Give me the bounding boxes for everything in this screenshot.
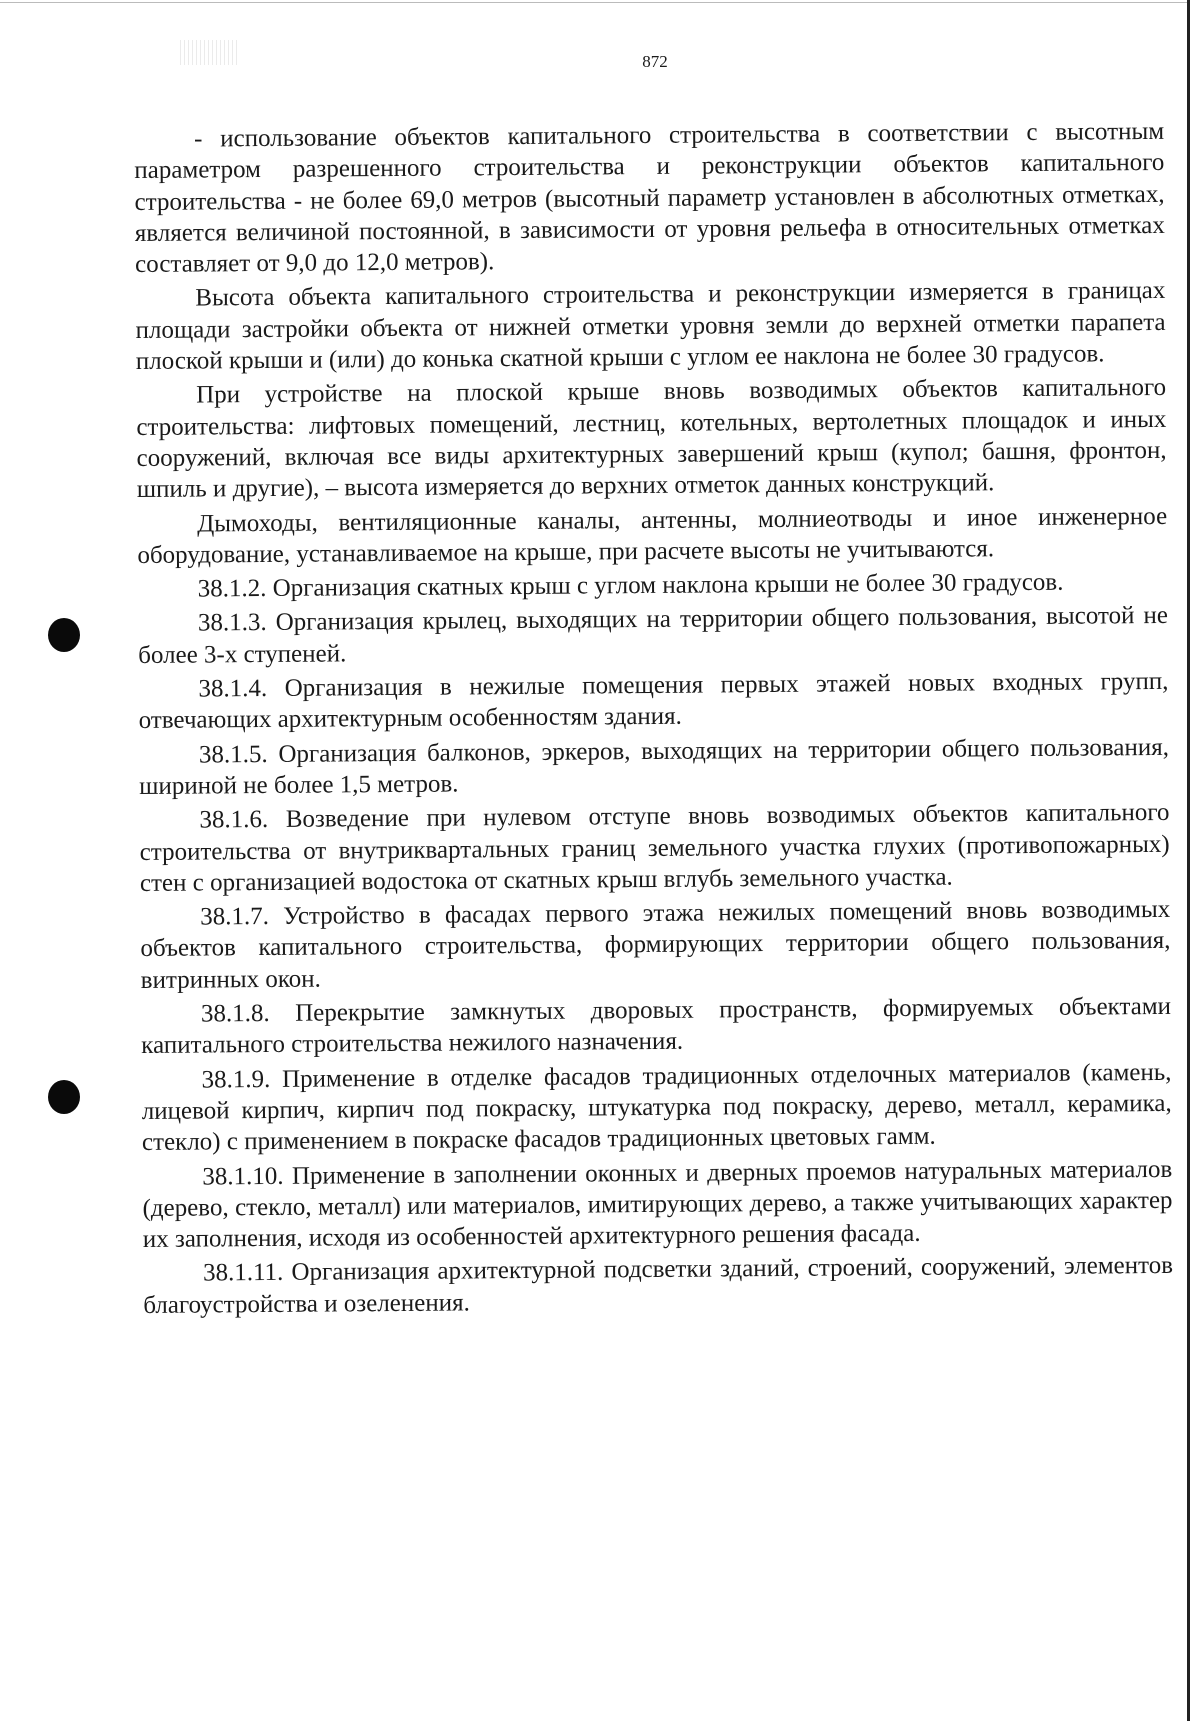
- paragraph-38-1-4: 38.1.4. Организация в нежилые помещения первых этажей новых входных групп, отвечающих архитектурным особенностям здания.: [138, 667, 1169, 735]
- paragraph-flat-roof-structures: При устройстве на плоской крыше вновь возводимых объектов капитального строительства: лифтовых помещений, лестниц, котельных, вертолетных площадок и иных сооружений, включая все виды архитектурных завершений крыш (купол; башня, фронтон, шпиль и другие), – высота измеряется до верхних отметок данных конструкций.: [136, 374, 1167, 504]
- paragraph-38-1-2: 38.1.2. Организация скатных крыш с углом наклона крыши не более 30 градусов.: [197, 568, 1064, 603]
- paragraph-height-measurement: Высота объекта капитального строительства и реконструкции измеряется в границах площади застройки объекта от нижней отметки уровня земли до верхней отметки парапета плоской крыши и (или) до конька скатной крыши с углом ее наклона не более 30 градусов.: [135, 277, 1166, 376]
- paragraph-38-1-5: 38.1.5. Организация балконов, эркеров, выходящих на территории общего пользования, шириной не более 1,5 метров.: [139, 733, 1170, 800]
- page-number: 872: [642, 52, 668, 71]
- paragraph-38-1-3: 38.1.3. Организация крылец, выходящих на территории общего пользования, высотой не более 3-х ступеней.: [138, 602, 1169, 669]
- document-body: [134, 116, 1173, 1324]
- punch-hole-top: [48, 618, 80, 652]
- paragraph-height-parameter: - использование объектов капитального строительства в соответствии с высотным параметром разрешенного строительства и реконструкции объектов капитального строительства - не более 69,0 метров (высотный параметр установлен в абсолютных отметках, является величиной постоянной, в зависимости от уровня рельефа в относительных отметках составляет от 9,0 до 12,0 метров).: [134, 117, 1165, 279]
- punch-hole-bottom: [48, 1080, 80, 1114]
- page-top-edge: [0, 2, 1190, 3]
- paragraph-roof-equipment: Дымоходы, вентиляционные каналы, антенны, молниеотводы и иное инженерное оборудование, устанавливаемое на крыше, при расчете высоты не учитываются.: [137, 502, 1168, 569]
- paragraph-38-1-8: 38.1.8. Перекрытие замкнутых дворовых пространств, формируемых объектами капитального строительства нежилого назначения.: [141, 992, 1172, 1060]
- paragraph-38-1-9: 38.1.9. Применение в отделке фасадов традиционных отделочных материалов (камень, лицевой кирпич, кирпич под покраску, штукатурка под покраску, дерево, металл, керамика, стекло) с применением в покраске фасадов традиционных цветовых гамм.: [141, 1058, 1172, 1157]
- paragraph-38-1-10: 38.1.10. Применение в заполнении оконных и дверных проемов натуральных материалов (дерево, стекло, металл) или материалов, имитирующих дерево, а также учитывающих характер их заполнения, исходя из особенностей архитектурного решения фасада.: [142, 1155, 1173, 1254]
- page-right-edge: [1187, 0, 1190, 1721]
- paragraph-38-1-11: 38.1.11. Организация архитектурной подсветки зданий, строений, сооружений, элементов благоустройства и озеленения.: [143, 1252, 1174, 1319]
- paragraph-38-1-6: 38.1.6. Возведение при нулевом отступе вновь возводимых объектов капитального строительства от внутриквартальных границ земельного участка глухих (противопожарных) стен с организацией водостока от скатных крыш вглубь земельного участка.: [139, 799, 1170, 897]
- paragraph-38-1-7: 38.1.7. Устройство в фасадах первого этажа нежилых помещений вновь возводимых объектов капитального строительства, формирующих территории общего пользования, витринных окон.: [140, 896, 1171, 994]
